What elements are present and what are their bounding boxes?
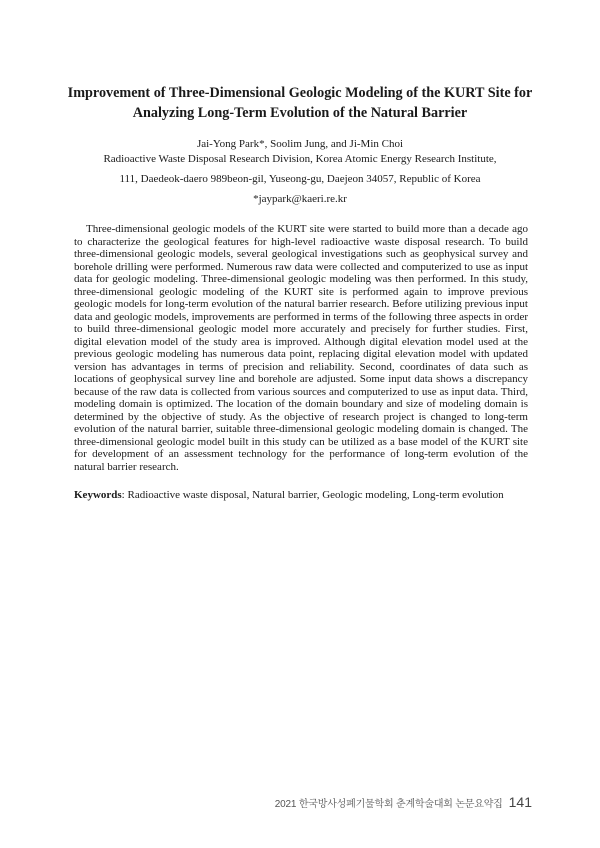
page-footer (275, 794, 532, 812)
paper-title-line-2: Analyzing Long-Term Evolution of the Natural Barrier (132, 104, 468, 121)
affiliation-line-1: Radioactive Waste Disposal Research Division, Korea Atomic Energy Research Institute, (103, 153, 497, 165)
abstract-body: Three-dimensional geologic models of the KURT site were started to build more than a decade ago to characterize the geological features for high-level radioactive waste disposal research. To build three-dimensional geologic models, several geological investigations such as geophysical survey and borehole drilling were performed. Numerous raw data were collected and computerized to use as input data for geologic modeling. Three-dimensional geologic modeling was then performed. In this study, three-dimensional geologic modeling of the KURT site is performed again to improve previous geologic models for long-term evolution of the natural barrier research. Before utilizing previous input data and geologic models, improvements are performed in terms of the following three aspects in order to build three-dimensional geologic model more accurately and precisely for further studies. First, digital elevation model of the study area is improved. Although digital elevation model used at the previous geologic modeling has numerous data point, replacing digital elevation model with updated version has advantages in terms of precision and reliability. Second, coordinates of data such as locations of geophysical survey line and borehole are adjusted. Some input data shows a discrepancy because of the raw data is collected from various sources and computerized to use as input data. Third, modeling domain is optimized. The location of the domain boundary and size of modeling domain is determined by the objective of study. As the objective of research project is changed to long-term evolution of the natural barrier, suitable three-dimensional geologic modeling domain is changed. The three-dimensional geologic model built in this study can be utilized as a base model of the KURT site for development of an assessment technology for the performance of long-term evolution of the natural barrier research. (74, 223, 528, 473)
author-list: Jai-Yong Park*, Soolim Jung, and Ji-Min Choi (196, 138, 404, 150)
corresponding-email: *jaypark@kaeri.re.kr (253, 193, 347, 205)
keywords-line (74, 488, 528, 502)
paper-title (60, 84, 540, 123)
paper-title-line-1: Improvement of Three-Dimensional Geologic Modeling of the KURT Site for (67, 85, 533, 101)
page-number: 141 (508, 794, 532, 810)
proceedings-title: 2021 한국방사성폐기물학회 춘계학술대회 논문요약집 (274, 799, 503, 810)
affiliation-line-2: 111, Daedeok-daero 989beon-gil, Yuseong-gu, Daejeon 34057, Republic of Korea (119, 173, 481, 185)
keywords-label: Keywords (74, 489, 122, 501)
keywords-list: : Radioactive waste disposal, Natural barrier, Geologic modeling, Long-term evolution (121, 489, 504, 501)
